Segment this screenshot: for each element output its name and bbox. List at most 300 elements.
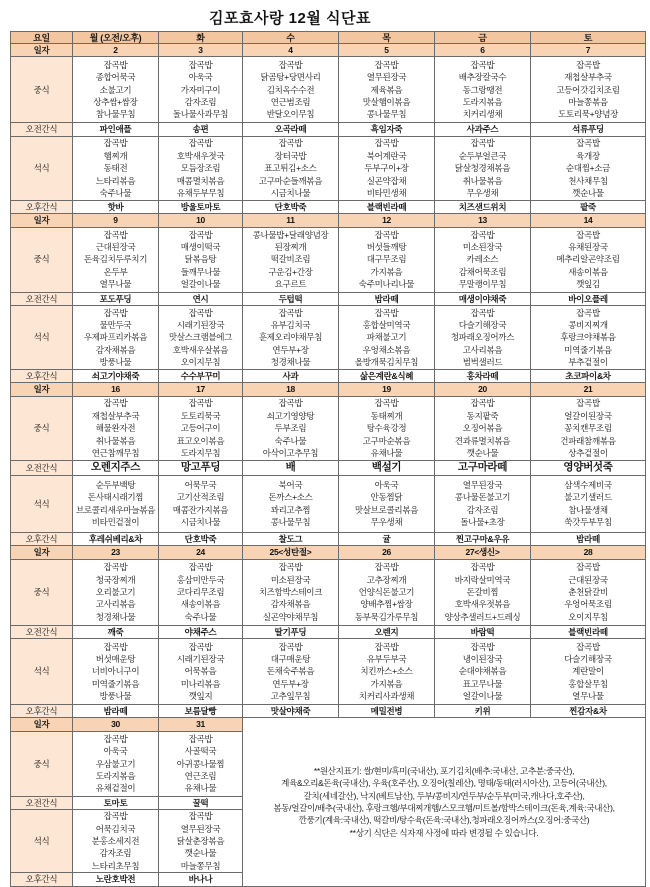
menu-item: 아귀콩나물찜 <box>176 758 225 769</box>
menu-item: 유채나물 <box>370 447 403 458</box>
snack-am-cell-mon: 깨죽 <box>73 625 159 638</box>
lunch-cell-sat <box>531 396 646 460</box>
menu-item: 안동찜닭 <box>370 492 403 503</box>
menu-item: 아삭이고추무침 <box>262 447 319 458</box>
menu-item: 감자조림 <box>184 97 217 108</box>
weekday-header-fri: 금 <box>435 32 531 44</box>
lunch-cell-fri <box>435 227 531 292</box>
menu-item: 도라지볶음 <box>462 97 503 108</box>
menu-item: 순대찜+소금 <box>565 163 611 174</box>
snack-am-cell-tue: 야채주스 <box>159 625 243 638</box>
menu-item: 해물완자전 <box>95 423 136 434</box>
menu-item: 동태찌개 <box>370 410 403 421</box>
dinner-cell-fri <box>435 639 531 705</box>
menu-item: 무말랭이무침 <box>458 279 507 290</box>
snack-pm-row <box>11 705 646 718</box>
lunch-cell-sat <box>531 57 646 123</box>
menu-item: 오징어볶음 <box>462 423 503 434</box>
snack-am-cell-mon: 토마토 <box>73 796 159 809</box>
menu-item: 호박새우젓볶음 <box>454 599 511 610</box>
menu-item: 느타리볶음 <box>95 175 136 186</box>
dinner-cell-tue <box>159 810 243 873</box>
snack-am-cell-tue: 송편 <box>159 123 243 136</box>
snack-pm-cell-mon: 핫바 <box>73 200 159 213</box>
origin-notes <box>243 718 646 886</box>
lunch-row <box>11 396 646 460</box>
menu-item: 견과류멸치볶음 <box>454 435 511 446</box>
lunch-cell-thu <box>339 396 435 460</box>
menu-item: 잡곡밥 <box>103 307 128 318</box>
menu-item: 치커리사과생채 <box>358 691 415 702</box>
menu-item: 카레소스 <box>466 254 499 265</box>
menu-item: 김치옥수수전 <box>266 84 315 95</box>
menu-item: 깻순나물 <box>466 447 499 458</box>
snack-pm-cell-fri: 홍차라떼 <box>435 370 531 383</box>
snack-am-cell-wed: 오곡라떼 <box>243 123 339 136</box>
menu-item: 고구마순들깨볶음 <box>258 175 323 186</box>
menu-item: 감자조림 <box>466 504 499 515</box>
menu-item: 열무된장국 <box>366 72 407 83</box>
row-label-snack-pm: 오후간식 <box>11 873 73 886</box>
date-cell-fri: 20 <box>435 383 531 396</box>
menu-item: 유부두부국 <box>366 653 407 664</box>
menu-item: 참나물무침 <box>95 109 136 120</box>
menu-item: 매생이떡국 <box>180 242 221 253</box>
menu-item: 탕수육강정 <box>366 423 407 434</box>
menu-item: 잡곡밥 <box>103 811 128 822</box>
snack-pm-cell-tue: 수수부꾸미 <box>159 370 243 383</box>
menu-item: 춘천닭갈비 <box>568 586 608 597</box>
snack-pm-cell-thu: 블랙빈라떼 <box>339 200 435 213</box>
snack-pm-row <box>11 532 646 545</box>
snack-am-cell-tue: 꿀떡 <box>159 796 243 809</box>
menu-item: 맛살햄이볶음 <box>362 97 411 108</box>
row-label-lunch: 중식 <box>11 559 73 625</box>
menu-table-body <box>11 32 646 887</box>
lunch-cell-mon <box>73 396 159 460</box>
row-label-snack-pm: 오후간식 <box>11 705 73 718</box>
menu-item: 코다리무조림 <box>176 586 225 597</box>
snack-am-cell-fri: 바람떡 <box>435 625 531 638</box>
menu-item: 고추장찌개 <box>366 574 407 585</box>
snack-am-cell-wed: 배 <box>243 460 339 475</box>
date-cell-tue: 17 <box>159 383 243 396</box>
menu-item: 콩나물돈불고기 <box>454 492 511 503</box>
menu-item: 모듬장조림 <box>180 163 221 174</box>
menu-item: 잡곡밥 <box>188 811 213 822</box>
date-cell-mon: 2 <box>73 44 159 57</box>
menu-item: 숙주나물 <box>274 435 307 446</box>
date-cell-mon: 16 <box>73 383 159 396</box>
menu-item: 잡곡밥 <box>470 307 495 318</box>
date-cell-sat: 14 <box>531 214 646 227</box>
date-row <box>11 718 646 731</box>
menu-item: 건파래참깨볶음 <box>560 435 616 446</box>
page-title: 김포효사랑 12월 식단표 <box>209 10 371 27</box>
menu-item: 온두부 <box>103 266 128 277</box>
snack-am-cell-thu: 흑임자죽 <box>339 123 435 136</box>
snack-am-cell-sat: 블랙빈라떼 <box>531 625 646 638</box>
dinner-cell-thu <box>339 306 435 370</box>
snack-am-cell-sat: 바이오플레 <box>531 292 646 305</box>
menu-item: 미소된장국 <box>462 242 503 253</box>
menu-item: 닭볶음탕 <box>184 254 217 265</box>
menu-item: 치커리생채 <box>462 109 503 120</box>
menu-item: 올방개묵김치무침 <box>354 357 419 368</box>
weekday-header-wed: 수 <box>243 32 339 44</box>
dinner-cell-fri <box>435 136 531 200</box>
dinner-cell-mon <box>73 810 159 873</box>
menu-item: 깻잎지 <box>188 691 213 702</box>
date-cell-tue: 24 <box>159 546 243 559</box>
menu-item: 닭살춘장볶음 <box>176 836 225 847</box>
menu-item: 표고오이볶음 <box>176 435 225 446</box>
lunch-cell-fri <box>435 57 531 123</box>
menu-item: 우삼불고기 <box>95 758 136 769</box>
row-label-snack-pm: 오후간식 <box>11 532 73 545</box>
weekday-header-sat: 토 <box>531 32 646 44</box>
snack-pm-cell-tue: 방울토마토 <box>159 200 243 213</box>
notes-line: **원산지표기: 쌀/현미/흑미(국내산), 포기김치(배추:국내산, 고추분:중국산), <box>313 765 575 776</box>
notes-line: **상기 식단은 식자재 사정에 따라 변경될 수 있습니다. <box>349 827 539 838</box>
menu-item: 잡곡밥 <box>188 138 213 149</box>
snack-am-cell-fri: 고구마라떼 <box>435 460 531 475</box>
menu-item: 계란말이 <box>572 666 604 677</box>
menu-item: 어묵볶음 <box>184 666 217 677</box>
menu-item: 숙주미나리나물 <box>358 279 415 290</box>
snack-pm-cell-tue: 바나나 <box>159 873 243 886</box>
date-cell-thu: 5 <box>339 44 435 57</box>
row-label-lunch: 중식 <box>11 731 73 796</box>
lunch-row <box>11 227 646 292</box>
row-label-snack-am: 오전간식 <box>11 123 73 136</box>
menu-item: 잡곡밥 <box>374 138 399 149</box>
menu-item: 순두부얼큰국 <box>458 150 507 161</box>
menu-item: 파채불고기 <box>366 332 407 343</box>
date-cell-tue: 3 <box>159 44 243 57</box>
dinner-cell-wed <box>243 306 339 370</box>
menu-item: 홍합살미역국 <box>362 319 411 330</box>
menu-item: 잡곡밥 <box>278 398 303 409</box>
menu-item: 요구르트 <box>274 279 307 290</box>
menu-item: 시금치나물 <box>270 187 311 198</box>
menu-item: 미나리볶음 <box>180 678 221 689</box>
dinner-cell-tue <box>159 639 243 705</box>
dinner-cell-mon <box>73 136 159 200</box>
menu-item: 미역줄기볶음 <box>564 344 612 355</box>
notes-line: 봄동/얼갈이/배추(국내산), 후랑크햄/부대찌개햄/스모크햄/미트볼/함박스테이크(돈육,계육:국내산), <box>273 803 615 814</box>
row-label-lunch: 중식 <box>11 57 73 123</box>
menu-item: 잡곡밥 <box>188 562 213 573</box>
menu-item: 불고기샐러드 <box>564 492 612 503</box>
menu-item: 홍삼미만두국 <box>176 574 225 585</box>
lunch-cell-wed <box>243 57 339 123</box>
menu-item: 청국장찌개 <box>95 574 136 585</box>
menu-item: 쇠고기영양탕 <box>266 410 315 421</box>
date-row <box>11 546 646 559</box>
menu-item: 들깨무나물 <box>180 266 221 277</box>
menu-item: 느타리초무침 <box>91 860 140 871</box>
row-label-snack-am: 오전간식 <box>11 460 73 475</box>
menu-item: 돈채숙주볶음 <box>266 666 315 677</box>
date-cell-sat: 28 <box>531 546 646 559</box>
date-cell-wed: 11 <box>243 214 339 227</box>
menu-item: 잡곡밥 <box>470 138 495 149</box>
menu-item: 잡곡밥 <box>470 641 495 652</box>
menu-item: 유채된장국 <box>568 242 608 253</box>
menu-item: 돌나물+초장 <box>460 517 505 528</box>
menu-item: 두부조림 <box>274 423 307 434</box>
menu-item: 얼갈이된장국 <box>564 410 612 421</box>
menu-item: 잡곡밥 <box>374 307 399 318</box>
date-cell-tue: 10 <box>159 214 243 227</box>
weekday-header-thu: 목 <box>339 32 435 44</box>
menu-item: 아욱국 <box>103 746 128 757</box>
row-label-snack-pm: 오후간식 <box>11 370 73 383</box>
snack-pm-cell-sat: 초코파이&차 <box>531 370 646 383</box>
menu-item: 미역줄기볶음 <box>91 678 140 689</box>
menu-item: 소불고기 <box>99 84 132 95</box>
date-cell-fri: 6 <box>435 44 531 57</box>
date-cell-wed: 18 <box>243 383 339 396</box>
date-cell-sat: 7 <box>531 44 646 57</box>
dinner-cell-wed <box>243 639 339 705</box>
lunch-cell-tue <box>159 396 243 460</box>
menu-item: 고등어구이 <box>180 423 221 434</box>
lunch-cell-mon <box>73 57 159 123</box>
dinner-cell-wed <box>243 136 339 200</box>
menu-item: 숙주나물 <box>184 611 217 622</box>
weekday-header-mon: 월 (오전/오후) <box>73 32 159 44</box>
menu-item: 북어국 <box>278 480 303 491</box>
menu-item: 시래기된장국 <box>176 653 225 664</box>
menu-item: 근대된장국 <box>95 242 136 253</box>
menu-item: 마늘쫑볶음 <box>568 97 608 108</box>
menu-item: 감자채볶음 <box>95 344 136 355</box>
row-label-date: 일자 <box>11 546 73 559</box>
menu-item: 꽈리고추찜 <box>270 504 311 515</box>
date-cell-mon: 30 <box>73 718 159 731</box>
menu-item: 동부묵김가루무침 <box>354 611 419 622</box>
menu-item: 열무나물 <box>99 279 132 290</box>
row-label-lunch: 중식 <box>11 227 73 292</box>
menu-item: 시금치나물 <box>180 517 221 528</box>
menu-item: 사골떡국 <box>184 746 217 757</box>
menu-table <box>10 31 646 887</box>
dinner-cell-fri <box>435 475 531 532</box>
snack-pm-cell-sat: 찐감자&차 <box>531 705 646 718</box>
dinner-cell-fri <box>435 306 531 370</box>
menu-item: 새송이볶음 <box>568 266 608 277</box>
date-cell-thu: 19 <box>339 383 435 396</box>
lunch-cell-fri <box>435 396 531 460</box>
menu-item: 된장찌개 <box>274 242 307 253</box>
menu-item: 삼색수제비국 <box>564 480 612 491</box>
menu-item: 순대야채볶음 <box>458 666 507 677</box>
snack-am-cell-tue: 망고푸딩 <box>159 460 243 475</box>
menu-item: 잡곡밥 <box>374 398 399 409</box>
menu-item: 상추쌈+쌈장 <box>93 97 138 108</box>
menu-item: 가지볶음 <box>370 266 403 277</box>
date-cell-wed: 4 <box>243 44 339 57</box>
menu-item: 재첩살부추국 <box>564 72 612 83</box>
menu-item: 햄찌개 <box>103 150 128 161</box>
menu-item: 잡곡밥 <box>188 59 213 70</box>
menu-item: 얼갈이나물 <box>180 279 221 290</box>
menu-item: 잡곡밥 <box>576 307 600 318</box>
snack-am-cell-thu: 백설기 <box>339 460 435 475</box>
menu-item: 잡곡밥 <box>103 229 128 240</box>
menu-item: 닭곰탕+당면사리 <box>260 72 321 83</box>
date-cell-wed: 25<성탄절> <box>243 546 339 559</box>
menu-item: 잡곡밥 <box>576 138 600 149</box>
snack-am-cell-fri: 사과주스 <box>435 123 531 136</box>
menu-item: 연근범조림 <box>270 97 311 108</box>
snack-am-cell-mon: 포도푸딩 <box>73 292 159 305</box>
row-label-dinner: 석식 <box>11 639 73 705</box>
menu-item: 닭살청경채볶음 <box>454 163 511 174</box>
snack-am-cell-thu: 오렌지 <box>339 625 435 638</box>
date-cell-fri: 27<생신> <box>435 546 531 559</box>
snack-am-cell-tue: 연시 <box>159 292 243 305</box>
menu-item: 북어계란국 <box>366 150 407 161</box>
snack-am-row <box>11 625 646 638</box>
menu-item: 재첩살부추국 <box>91 410 140 421</box>
snack-am-row <box>11 123 646 136</box>
menu-item: 호박새우살볶음 <box>172 344 229 355</box>
menu-item: 다슬기해장국 <box>458 319 507 330</box>
row-label-snack-am: 오전간식 <box>11 625 73 638</box>
dinner-cell-sat <box>531 475 646 532</box>
menu-item: 동그랑땡전 <box>462 84 503 95</box>
menu-item: 청파래오징어까스 <box>450 332 515 343</box>
row-label-date: 일자 <box>11 44 73 57</box>
menu-item: 열무된장국 <box>180 823 221 834</box>
date-cell-fri: 13 <box>435 214 531 227</box>
menu-item: 천사채무침 <box>568 175 608 186</box>
row-label-snack-am: 오전간식 <box>11 292 73 305</box>
dinner-cell-thu <box>339 639 435 705</box>
dinner-row <box>11 306 646 370</box>
snack-pm-cell-wed: 사과 <box>243 370 339 383</box>
menu-item: 어묵김치국 <box>95 823 136 834</box>
menu-item: 잡곡밥 <box>278 641 303 652</box>
snack-pm-cell-thu: 삶은계란&식혜 <box>339 370 435 383</box>
menu-item: 순두부백탕 <box>95 480 136 491</box>
menu-item: 잡곡밥 <box>278 562 303 573</box>
lunch-cell-thu <box>339 227 435 292</box>
menu-item: 냉이된장국 <box>462 653 503 664</box>
menu-item: 감채어묵조림 <box>458 266 507 277</box>
menu-item: 표고무나물 <box>462 678 503 689</box>
snack-am-cell-thu: 밤라떼 <box>339 292 435 305</box>
menu-item: 잡곡밥 <box>576 59 600 70</box>
menu-item: 잡곡밥 <box>576 641 600 652</box>
notes-line: 계육&오리&돈육(국내산), 우육(호주산), 오징어(칠레산), 명태/동태(러시아산), 고등어(국내산), <box>281 778 607 789</box>
menu-item: 청경채나물 <box>95 611 136 622</box>
date-cell-sat: 21 <box>531 383 646 396</box>
dinner-cell-tue <box>159 136 243 200</box>
date-cell-mon: 23 <box>73 546 159 559</box>
snack-pm-cell-fri: 찐고구마&우유 <box>435 532 531 545</box>
dinner-cell-wed <box>243 475 339 532</box>
menu-item: 잡곡밥 <box>470 229 495 240</box>
menu-item: 종합어묵국 <box>95 72 136 83</box>
menu-item: 잡곡밥 <box>188 229 213 240</box>
menu-item: 치킨까스+소스 <box>360 666 413 677</box>
dinner-cell-thu <box>339 136 435 200</box>
menu-item: 홍합살무침 <box>568 678 608 689</box>
menu-item: 잡곡밥 <box>470 398 495 409</box>
lunch-row <box>11 559 646 625</box>
dinner-cell-mon <box>73 639 159 705</box>
row-label-dinner: 석식 <box>11 306 73 370</box>
lunch-cell-fri <box>435 559 531 625</box>
date-cell-thu: 26 <box>339 546 435 559</box>
menu-item: 실곤약잡채 <box>366 175 407 186</box>
menu-item: 새송이볶음 <box>180 599 221 610</box>
menu-item: 방풍나물 <box>99 357 132 368</box>
weekday-header-label: 요일 <box>11 32 73 44</box>
menu-item: 유채두부무침 <box>176 187 225 198</box>
menu-item: 잡곡밥 <box>103 59 128 70</box>
menu-item: 매콤멸치볶음 <box>176 175 225 186</box>
menu-item: 잡곡밥 <box>188 398 213 409</box>
row-label-date: 일자 <box>11 383 73 396</box>
menu-item: 동지팥죽 <box>466 410 499 421</box>
menu-item: 잡곡밥 <box>278 307 303 318</box>
menu-item: 잡곡밥 <box>188 733 213 744</box>
row-label-date: 일자 <box>11 718 73 731</box>
menu-item: 잡곡밥 <box>278 138 303 149</box>
weekday-header-tue: 화 <box>159 32 243 44</box>
date-cell-tue: 31 <box>159 718 243 731</box>
menu-item: 메추리알곤약조림 <box>556 254 620 265</box>
snack-pm-cell-tue: 단호박죽 <box>159 532 243 545</box>
lunch-cell-mon <box>73 227 159 292</box>
lunch-cell-tue <box>159 57 243 123</box>
snack-am-cell-fri: 매생이야채죽 <box>435 292 531 305</box>
menu-item: 잡곡밥 <box>103 562 128 573</box>
menu-item: 실곤약야채무침 <box>262 611 319 622</box>
snack-am-cell-mon: 파인애플 <box>73 123 159 136</box>
menu-item: 분홍소세지전 <box>91 836 140 847</box>
menu-item: 무우생채 <box>370 517 403 528</box>
menu-item: 잡곡밥 <box>103 641 128 652</box>
dinner-row <box>11 639 646 705</box>
menu-item: 잡곡밥 <box>278 59 303 70</box>
snack-am-row <box>11 460 646 475</box>
menu-item: 열무나물 <box>572 691 604 702</box>
menu-item: 고기산적조림 <box>176 492 225 503</box>
menu-item: 다슬기해장국 <box>564 653 612 664</box>
menu-item: 장터국밥 <box>274 150 307 161</box>
menu-item: 어묵무국 <box>184 480 217 491</box>
menu-item: 우제파프리카볶음 <box>83 332 148 343</box>
menu-item: 브로콜리새우마늘볶음 <box>75 504 156 515</box>
menu-item: 콩나물무침 <box>366 109 407 120</box>
menu-item: 표고튀김+소스 <box>264 163 317 174</box>
menu-item: 가지볶음 <box>370 678 403 689</box>
menu-item: 잡곡밥 <box>103 398 128 409</box>
date-cell-mon: 9 <box>73 214 159 227</box>
weekday-header-row <box>11 32 646 44</box>
lunch-cell-wed <box>243 559 339 625</box>
menu-item: 대구매운탕 <box>270 653 311 664</box>
menu-item: 돈까스+소스 <box>268 492 313 503</box>
date-row <box>11 44 646 57</box>
dinner-cell-sat <box>531 136 646 200</box>
